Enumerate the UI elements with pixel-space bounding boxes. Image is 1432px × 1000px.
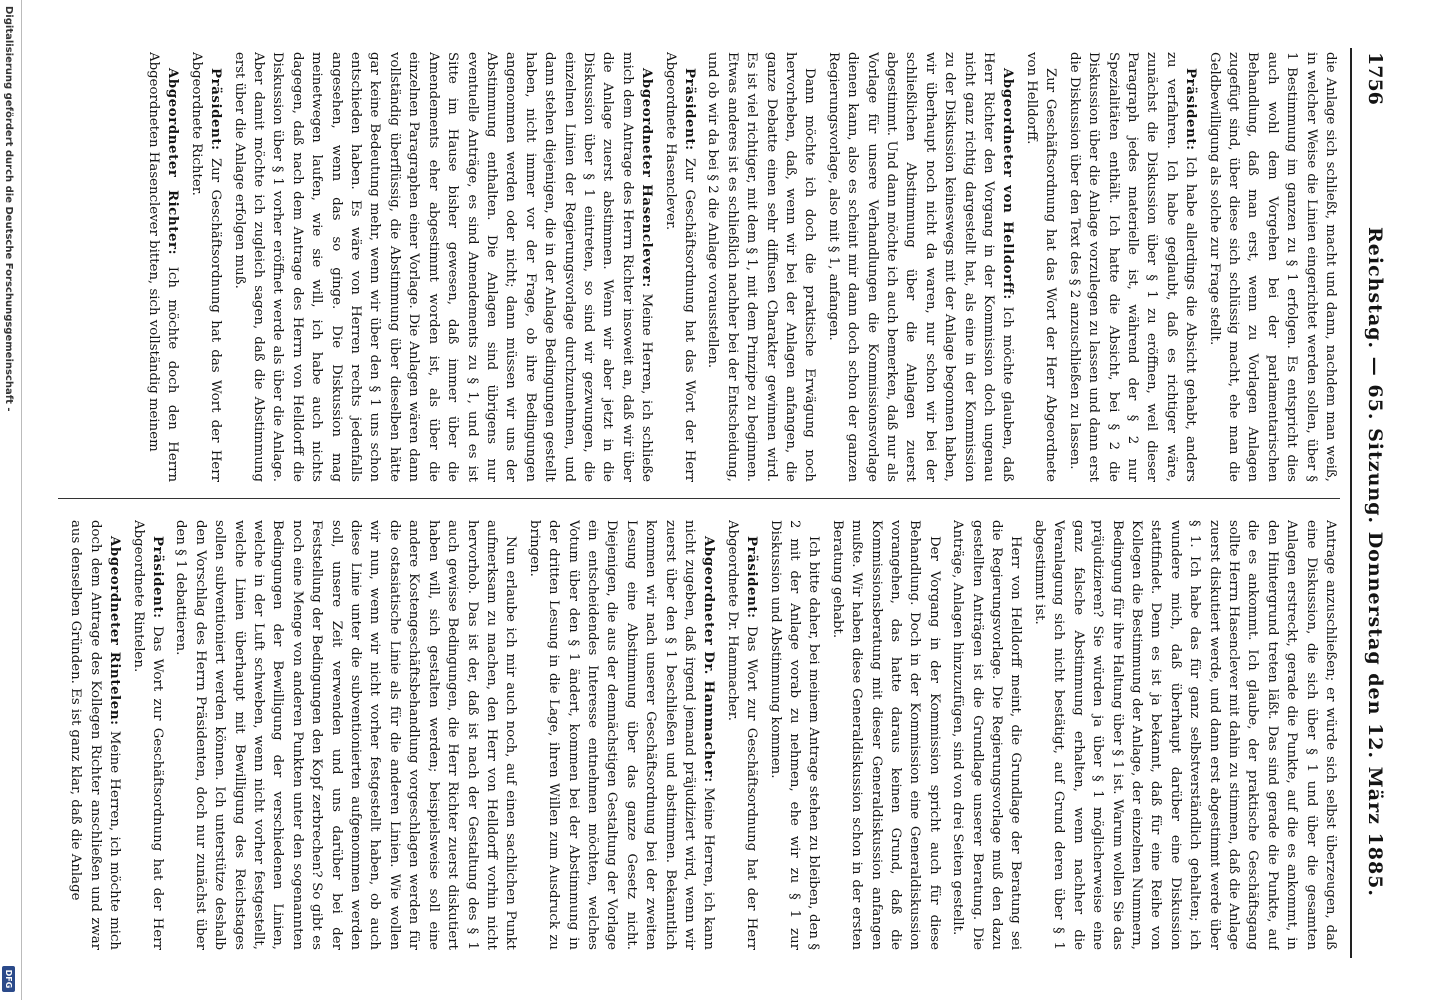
paragraph-text: Meine Herren, ich kann nicht zugeben, daß irgend jemand präjudiziert wird, wenn wir zuerst über den § 1 beschließen und abstimmen. Bekanntlich kommen wir nach unserer Geschäftsordnung bei der zweiten Lesung eine Abstimmung über das ganze Gesetz nicht. Diejenigen, die aus der demnächstigen Gestaltung der Vorlage ein entscheidendes Interesse entnehmen möchten, welches Votum über den § 1 ändert, kommen bei der Abstimmung in der dritten Lesung in die Lage, ihren Willen zum Ausdruck zu bringen. (526, 520, 717, 950)
paragraph (128, 520, 167, 950)
paragraph-text: Dann möchte ich doch die praktische Erwägung noch hervorheben, daß, wenn wir bei der Anlagen anfangen, die ganze Debatte einen sehr diffusen Charakter gewinnen wird. Es ist viel richtiger, mit dem § 1, mit dem Prinzipe zu beginnen. Etwas anderes ist es schließlich nachher bei der Entscheidung, und ob wir da bei § 2 die Anlage vorausstellen. (705, 52, 818, 482)
speaker-label: Abgeordneter Dr. Hammacher: (701, 536, 717, 783)
running-title: Reichstag. — 65. Sitzung. Donnerstag den 12. März 1885. (1364, 227, 1386, 897)
paragraph (703, 52, 819, 482)
speaker-label: Präsident: (150, 536, 166, 619)
paragraph-text: Ich möchte doch den Herrn Abgeordneten Hasenclever bitten, sich vollständig meinem (146, 52, 181, 482)
paragraph-text: Ich habe allerdings die Absicht gehabt, anders zu verfahren. Ich habe geglaubt, daß es richtiger wäre, zunächst die Diskussion über § 1 zu eröffnen, weil dieser Paragraph jedes materielle ist, während der § 2 nur Spezialitäten enthält. Ich hatte die Absicht, bei § 2 die Diskussion über die Anlage vorzulegen zu lassen und dann erst die Diskussion über den Text des § 2 anzuschließen zu lassen. (1066, 52, 1199, 482)
paragraph-text: Herr von Helldorff meint, die Grundlage der Beratung sei die Regierungsvorlage. Die Regierungsvorlage muß den dazu gestellten Anträgen ist die Grundlage unserer Beratung. Die Anträge, Anlagen hinzuzufügen, sind von drei Seiten gestellt. (950, 520, 1024, 950)
paragraph (1022, 52, 1061, 482)
speaker-label: Abgeordneter Hasenclever: (639, 68, 655, 288)
speaker-label: Präsident: (208, 68, 224, 151)
paragraph (66, 520, 124, 950)
speaker-label: Abgeordneter Rintelen: (107, 536, 123, 726)
speaker-label: Präsident: (744, 536, 760, 619)
paragraph-text: Das Wort zur Geschäftsordnung hat der Herr Abgeordnete Dr. Hammacher. (724, 520, 760, 950)
paragraph-text: Meine Herren, ich möchte mich doch dem Antrage des Kollegen Richter anschließen und zwar aus denselben Gründen. Es ist ganz klar, daß die Anlage (68, 520, 123, 950)
paragraph-text: Ich möchte glauben, daß Herr Richter den Vorgang in der Kommission doch ungenau nicht ganz richtig dargestellt hat, als eine in der Kommission zu der Diskussion keineswegs mit der Anlage begonnen haben, wir überhaupt noch nicht da waren, nur schon wir bei der schließlichen Abstimmung über die Anlagen zuerst abgestimmt. Und dann möchte ich auch bemerken, daß nur als Vorlage für unsere Verhandlungen die Kommissionsvorlage dienen kann, also es scheint mir dann doch schon der ganzen Regierungsvorlage, also mit § 1, anfangen. (825, 52, 1016, 482)
header-rule (1350, 48, 1352, 958)
digitization-credit: Digitalisierung gefördert durch die Deutsche Forschungsgemeinschaft - (3, 6, 14, 412)
paragraph-text: Antrage anzuschließen; er würde sich selbst überzeugen, daß eine Diskussion, die sich über § 1 und über die gesamten Anlagen erstreckt, gerade die Punkte, auf die es ankommt, in den Hintergrund treten läßt. Das sind gerade die Punkte, auf die es ankommt. Ich glaube, der praktische Geschäftsgang sollte Herrn Hasenclever mit dahin zu stimmen, daß die Anlage zuerst diskutiert werde, und dann erst abgestimmt werde über § 1. Ich habe das für ganz selbstverständlich gehalten; ich wundere mich, daß überhaupt darüber eine Diskussion stattfindet. Denn es ist ja bekannt, daß für eine Reihe von Kollegen die Bestimmung der Anlage, der einzelnen Nummern, Bedingung für ihre Haltung über § 1 ist. Warum wollen Sie das präjudizieren? Sie würden ja über § 1 möglicherweise eine ganz falsche Abstimmung erhalten, wenn nachher die Veranlagung sich nicht bestätigt, auf Grund deren über § 1 abgestimmt ist. (1031, 520, 1338, 950)
paragraph-text: Meine Herren, ich schließe mich dem Antrage des Herrn Richter insoweit an, daß wir über die Anlage zuerst abstimmen. Wenn wir aber jetzt in die Diskussion über § 1 eintreten, so sind wir gezwungen, die einzelnen Linien der Regierungsvorlage durchzunehmen, und dann stehen diejenigen, die in der Anlage Bedingungen gestellt haben, nicht immer vor der Frage, ob ihre Bedingungen angenommen werden oder nicht; dann müssen wir uns der Abstimmung enthalten. Die Anlagen sind übrigens nur eventuelle Anträge, es sind Amendements zu § 1, und es ist Sitte im Hause bisher gewesen, daß immer über die Amendements eher abgestimmt worden ist, als über die einzelnen Paragraphen einer Vorlage. Die Anlagen wären dann vollständig überflüssig, die Abstimmung über dieselben hätte gar keine Bedeutung mehr, wenn wir über den § 1 uns schon entschieden haben. Es wäre von Herren rechts jedenfalls angesehen, wenn das so ginge. Die Diskussion mag meinetwegen laufen, wie sie will, ich habe auch nichts dagegen, daß nach dem Antrage des Herrn von Helldorff die Diskussion über § 1 vorher eröffnet werde als über die Anlage. Aber damit möchte ich zugleich sagen, daß die Abstimmung erst über die Anlage erfolgen muß. (231, 52, 655, 482)
column-divider (58, 498, 1340, 499)
paragraph (823, 52, 1017, 482)
paragraph (765, 520, 823, 950)
paragraph-text: Nun erlaube ich mir auch noch, auf einen sachlichen Punkt aufmerksam zu machen, den Herr von Helldorff vorhin nicht hervorhob. Das ist der, daß ist nach der Gestaltung des § 1 auch gewisse Bedingungen, die Herr Richter zuerst diskutiert haben will, sich gestalten werden; beispielsweise soll eine andere Kostengeschäftsbehandlung vorgeschlagen werden für die ostasiatische Linie als für die anderen Linien. Wie wollen wir nun, wenn wir nicht vorher festgestellt haben, ob auch diese Linie unter die subventionierten aufgenommen werden soll, unsere Zeit verwenden und uns darüber bei der Feststellung der Bedingungen den Kopf zerbrechen? So gibt es noch eine Menge von anderen Punkten unter den sogenannten Bedingungen der Bewilligung der verschiedenen Linien, welche in der Luft schweben, wenn nicht vorher festgestellt, welche Linien überhaupt mit Bewilligung des Reichstages sollen subventioniert werden können. Ich unterstütze deshalb den Vorschlag des Herrn Präsidenten, doch nur zunächst über den § 1 debattieren. (173, 520, 519, 950)
paragraph (660, 52, 699, 482)
paragraph (186, 52, 225, 482)
paragraph (1030, 520, 1341, 950)
paragraph-text: Ich bitte daher, bei meinem Antrage stehen zu bleiben, den § 2 mit der Anlage vorab zu nehmen, ehe wir zu § 1 zur Diskussion und Abstimmung kommen. (767, 520, 822, 950)
dfg-logo: DFG (2, 966, 15, 992)
paragraph (1204, 52, 1340, 482)
paragraph (722, 520, 761, 950)
speaker-label: Abgeordneter von Helldorff: (1000, 68, 1016, 300)
speaker-label: Abgeordneter Richter: (165, 68, 181, 256)
paragraph-text: Zur Geschäftsordnung hat das Wort der Herr Abgeordnete Hasenclever. (662, 52, 697, 482)
paragraph (171, 520, 520, 950)
paragraph (948, 520, 1026, 950)
paragraph (229, 52, 656, 482)
text-column-left (50, 52, 1340, 482)
page-number: 1756 (1364, 52, 1386, 105)
paragraph (144, 52, 183, 482)
text-column-right (50, 520, 1340, 950)
footer-rule (21, 0, 22, 1000)
page-footer (0, 0, 14, 1000)
paragraph-text: Das Wort zur Geschäftsordnung hat der Herr Abgeordnete Rintelen. (130, 520, 166, 950)
paragraph (524, 520, 718, 950)
paragraph-text: Zur Geschäftsordnung hat das Wort der Herr Abgeordnete von Helldorff. (1023, 52, 1059, 482)
speaker-label: Präsident: (1183, 68, 1199, 151)
paragraph-text: Zur Geschäftsordnung hat das Wort der Herr Abgeordnete Richter. (188, 52, 224, 482)
page-header (1354, 52, 1394, 952)
paragraph-text: Der Vorgang in der Kommission spricht auch für diese Behandlung. Doch in der Kommission eine Generaldiskussion vorangehen, das hatte daraus keinen Grund, daß die Kommissionsberatung mit dieser Generaldiskussion anfangen mußte. Wir haben diese Generaldiskussion schon in der ersten Beratung gehabt. (829, 520, 942, 950)
paragraph-text: die Anlage sich schließt, macht und dann, nachdem man weiß, in welcher Weise die Linien eingerichtet werden sollen, über § 1 Bestimmung im ganzen zu § 1 erfolgen. Es entspricht dies auch wohl dem Vorgehen bei der parlamentarischen Behandlung, daß man erst, wenn zu Vorlagen Anlagen zugefügt sind, über diese sich schlüssig macht, ehe man die Geldbewilligung als solche zur Frage stellt. (1206, 52, 1338, 482)
paragraph (1064, 52, 1200, 482)
speaker-label: Präsident: (682, 68, 697, 151)
paragraph (827, 520, 943, 950)
